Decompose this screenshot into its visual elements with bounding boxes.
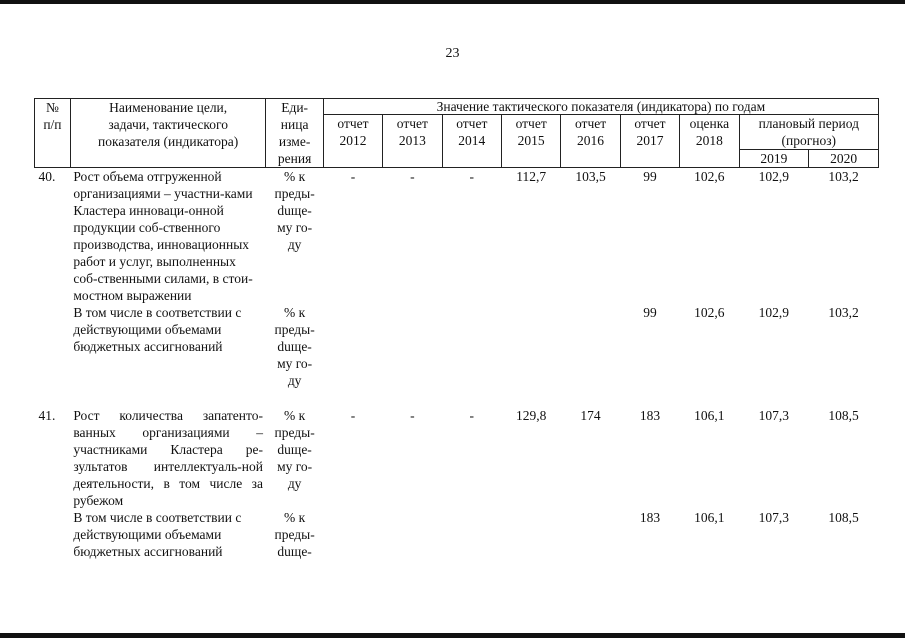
value-cell xyxy=(442,304,501,389)
value-cell: 102,9 xyxy=(758,305,790,320)
row-number: 40. xyxy=(38,169,56,184)
value-cell: - xyxy=(410,169,415,184)
value-cell: 102,6 xyxy=(694,305,725,320)
top-border-line xyxy=(0,0,905,4)
value-cell: 107,3 xyxy=(758,510,790,525)
table-subrow xyxy=(35,304,879,389)
sub-indicator-name: В том числе в соответствии с действующими объемами бюджетных ассигнований xyxy=(73,510,242,559)
value-cell: 174 xyxy=(580,408,601,423)
indicator-unit: % к преды- duще- му го- ду xyxy=(274,408,315,491)
indicators-table xyxy=(34,98,879,560)
value-cell: 99 xyxy=(643,169,657,184)
sub-indicator-name: В том числе в соответствии с действующими объемами бюджетных ассигнований xyxy=(73,305,242,354)
table-subrow xyxy=(35,509,879,560)
bottom-border-line xyxy=(0,633,905,638)
row-number: 41. xyxy=(38,408,56,423)
header-year-column: отчет 2013 xyxy=(383,115,442,168)
page-number: 23 xyxy=(445,46,460,61)
header-planned-year: 2019 xyxy=(739,150,809,168)
value-cell: 106,1 xyxy=(694,510,725,525)
value-cell: - xyxy=(350,169,356,184)
header-year-column: оценка 2018 xyxy=(680,115,739,168)
value-cell xyxy=(323,509,382,560)
header-planned-period: плановый период (прогноз) xyxy=(739,115,878,150)
indicator-name: Рост количества запатенто-ванных организациями – участниками Кластера ре-зультатов интеллектуаль-ной деятельности, в том числе за рубежом xyxy=(73,408,263,508)
header-number: № п/п xyxy=(35,99,71,168)
sub-indicator-unit: % к преды- duще- му го- ду xyxy=(274,305,315,388)
value-cell: - xyxy=(469,169,475,184)
value-cell xyxy=(501,304,560,389)
value-cell: 102,6 xyxy=(694,169,725,184)
header-unit: Еди- ница изме- рения xyxy=(266,99,323,168)
header-values-caption: Значение тактического показателя (индикатора) по годам xyxy=(323,99,878,115)
table-row xyxy=(35,407,879,509)
value-cell: - xyxy=(469,408,475,423)
header-year-column: отчет 2014 xyxy=(442,115,501,168)
value-cell: 103,5 xyxy=(575,169,606,184)
table-row xyxy=(35,168,879,305)
value-cell: 183 xyxy=(639,510,661,525)
value-cell xyxy=(323,304,382,389)
header-year-column: отчет 2017 xyxy=(620,115,679,168)
value-cell: 112,7 xyxy=(516,169,547,184)
value-cell: 108,5 xyxy=(828,408,859,423)
value-cell: 106,1 xyxy=(694,408,725,423)
header-name: Наименование цели, задачи, тактического показателя (индикатора) xyxy=(70,99,266,168)
value-cell: - xyxy=(350,408,356,423)
value-cell: 103,2 xyxy=(828,169,859,184)
value-cell xyxy=(561,304,620,389)
sub-indicator-unit: % к преды- duще- xyxy=(274,510,315,559)
header-planned-year: 2020 xyxy=(809,150,879,168)
value-cell: 103,2 xyxy=(828,305,859,320)
value-cell: - xyxy=(410,408,415,423)
value-cell: 107,3 xyxy=(758,408,790,423)
header-year-column: отчет 2012 xyxy=(323,115,382,168)
value-cell: 99 xyxy=(643,305,657,320)
value-cell: 108,5 xyxy=(828,510,859,525)
indicator-unit: % к преды- duще- му го- ду xyxy=(274,169,315,252)
header-year-column: отчет 2016 xyxy=(561,115,620,168)
value-cell: 183 xyxy=(639,408,661,423)
value-cell xyxy=(561,509,620,560)
value-cell: 129,8 xyxy=(515,408,547,423)
indicator-name: Рост объема отгруженной организациями – участни-ками Кластера инноваци-онной продукции соб-ственного производства, инновационных работ и услуг, выполненных соб-ственными силами, в стои-мостном выражении xyxy=(73,169,253,303)
value-cell xyxy=(501,509,560,560)
value-cell xyxy=(383,509,442,560)
value-cell xyxy=(383,304,442,389)
value-cell: 102,9 xyxy=(758,169,790,184)
value-cell xyxy=(442,509,501,560)
header-year-column: отчет 2015 xyxy=(501,115,560,168)
